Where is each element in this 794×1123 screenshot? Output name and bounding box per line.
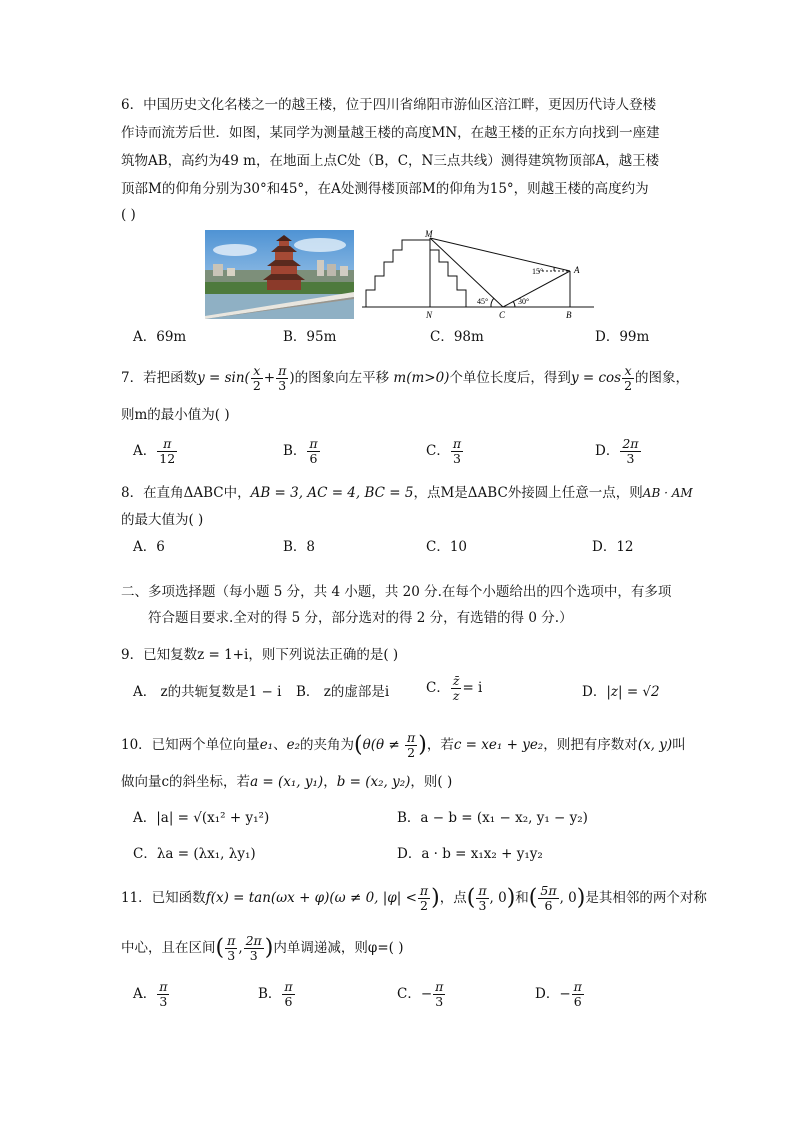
q9-option-d-expr: |z| = √2 (606, 684, 660, 700)
q11-interval-frac2 (244, 934, 264, 963)
q8-option-d: D．12 (592, 539, 634, 555)
q7-func1-num1: x (251, 364, 263, 379)
q10-l2-end: ，则( ) (410, 774, 453, 790)
yuewang-tower-photo (205, 230, 354, 319)
q7-prefix: 7．若把函数 (121, 370, 198, 386)
q11-line2: 中心，且在区间( $\frac{\pi}{3}$ , $\frac{2\pi}{3}$ )内单调递减，则φ=( ) (121, 933, 404, 963)
q9-stem: 9．已知复数z = 1+i，则下列说法正确的是( ) (121, 647, 399, 663)
q7-mid2: 个单位长度后，得到 (449, 370, 571, 386)
q11-cond-close: ) (431, 885, 440, 911)
q7-option-c (426, 437, 464, 466)
q8-option-b: B．8 (283, 539, 316, 555)
q7-func2-num: x (622, 364, 634, 379)
q10-pi: π (407, 730, 416, 745)
section2-line1: 二、多项选择题（每小题 5 分，共 4 小题，共 20 分.在每个小题给出的四个选项中，有多项 (121, 584, 672, 600)
q7-option-c-frac (451, 437, 463, 466)
q10-pi-over-2 (405, 731, 417, 760)
q10-c-vector: c = xe₁ + ye₂ (453, 737, 544, 753)
q9-option-c-den: z (452, 688, 460, 703)
q10-l1-sep: 、 (273, 737, 287, 753)
q11-interval-den1: 3 (227, 948, 236, 963)
q10-two: 2 (407, 745, 416, 760)
q11-interval-frac1 (225, 934, 237, 963)
q11-p2-den: 6 (544, 898, 553, 913)
q6-line5: ( ) (121, 207, 136, 223)
q11-p2-close: ) (576, 885, 586, 911)
q11-p1-den: 3 (478, 898, 487, 913)
q7-option-d-den: 3 (626, 451, 635, 466)
q7-option-a-frac (157, 437, 177, 466)
q10-b-vector: b = (x₂, y₂) (336, 774, 411, 790)
q8-line1 (121, 483, 693, 503)
q11-option-d (535, 980, 585, 1009)
q11-condition: (ω ≠ 0, |φ| < (329, 890, 417, 906)
q11-l1-c: 是其相邻的两个对称 (585, 890, 707, 906)
q7-option-a-label: A． (133, 443, 157, 459)
q9-option-c-frac (451, 674, 462, 703)
q6-line4: 顶部M的仰角分别为30°和45°，在A处测得楼顶部M的仰角为15°，则越王楼的高度约为 (121, 181, 649, 197)
angle-30-label: 30° (518, 297, 530, 306)
q10-theta: θ(θ ≠ (362, 737, 405, 753)
angle-45-label: 45° (477, 297, 489, 306)
q10-l2-sep: ， (323, 774, 337, 790)
q11-p2-num: 5π (540, 883, 557, 898)
q11-interval-den2: 3 (249, 948, 258, 963)
q11-option-c-sign: − (420, 986, 433, 1002)
q6-line1: 6．中国历史文化名楼之一的越王楼，位于四川省绵阳市游仙区涪江畔，更因历代诗人登楼 (121, 97, 657, 113)
q7-func2-lhs: y = cos (570, 370, 622, 386)
q7-func1-den1: 2 (252, 378, 261, 393)
q11-l2-b: 内单调递减，则φ=( ) (273, 940, 404, 956)
q11-p2-tail: , 0 (559, 890, 577, 906)
q8-line1-b: AB = 3, AC = 4, BC = 5 (250, 485, 414, 501)
label-C: C (499, 310, 506, 320)
q7-option-a-den: 12 (159, 451, 176, 466)
q9-option-d (582, 682, 660, 702)
q7-option-b (283, 437, 321, 466)
q8-line2: 的最大值为( ) (121, 512, 204, 528)
q7-option-d-num: 2π (622, 436, 639, 451)
label-N: N (426, 310, 433, 320)
q11-p1-num: π (478, 883, 487, 898)
q9-option-c-rhs: = i (462, 680, 483, 696)
q10-l1-e: 叫 (672, 737, 686, 753)
tower-photo-svg (205, 230, 354, 319)
q10-a-vector: a = (x₁, y₁) (250, 774, 324, 790)
q11-p1-open: ( (466, 885, 476, 911)
angle-15-label: 15° (532, 267, 544, 276)
q7-option-a (133, 437, 178, 466)
q10-e2-vector: e₂ (286, 737, 300, 753)
q10-l1-c: ，若 (426, 737, 454, 753)
q6-line3: 筑物AB，高约为49 m，在地面上点C处（B，C，N三点共线）测得建筑物顶部A，越王楼 (121, 153, 660, 169)
q11-option-a (133, 980, 170, 1009)
q9-option-c (426, 674, 482, 703)
q9-option-a: A． z的共轭复数是1 − i (133, 684, 282, 700)
q6-option-c: C．98m (430, 329, 484, 345)
q7-func2-den: 2 (624, 378, 633, 393)
q9-option-c-num: z̄ (452, 673, 460, 688)
q6-diagram-svg (362, 228, 594, 320)
q11-option-a-den: 3 (159, 994, 168, 1009)
q7-func1-plus: + (263, 370, 276, 386)
q8-option-c: C．10 (426, 539, 468, 555)
q11-p1-close: ) (506, 885, 516, 911)
q11-p2-open: ( (528, 885, 538, 911)
q7-mid: 的图象向左平移 (294, 370, 390, 386)
q10-option-b: B．a − b = (x₁ − x₂, y₁ − y₂) (397, 810, 588, 826)
q6-line2: 作诗而流芳后世．如图，某同学为测量越王楼的高度MN，在越王楼的正东方向找到一座建 (121, 125, 660, 141)
q11-interval-open: ( (215, 935, 225, 961)
q10-xy: (x, y) (637, 737, 673, 753)
q6-option-b: B．95m (283, 329, 337, 345)
q11-two: 2 (420, 898, 428, 913)
q7-option-d (595, 437, 642, 466)
q7-func1-close: ) (289, 370, 295, 386)
q11-option-a-num: π (159, 979, 168, 994)
q11-l1-b: ，点 (439, 890, 467, 906)
q11-pi: π (419, 883, 429, 898)
q11-option-b-num: π (284, 979, 293, 994)
q11-option-c (397, 980, 446, 1009)
q10-l1-d: ，则把有序数对 (543, 737, 638, 753)
q11-option-c-num: π (435, 979, 444, 994)
q11-option-a-frac (157, 980, 169, 1009)
q7-option-c-num: π (452, 436, 462, 451)
q7-option-b-label: B． (283, 443, 307, 459)
q11-p1-frac (476, 884, 488, 913)
q9-option-c-label: C． (426, 680, 450, 696)
q11-l2-a: 中心，且在区间 (121, 940, 216, 956)
q11-option-d-sign: − (559, 986, 571, 1002)
q7-line1 (121, 364, 689, 393)
section2-line2: 符合题目要求.全对的得 5 分，部分选对的得 2 分，有选错的得 0 分.） (148, 610, 573, 626)
q11-option-b-frac (282, 980, 294, 1009)
q11-p1-tail: , 0 (489, 890, 507, 906)
q11-pi-over-2 (418, 884, 430, 913)
q11-and: 和 (515, 890, 529, 906)
q11-p2-frac (538, 884, 558, 913)
q11-option-c-den: 3 (435, 994, 444, 1009)
q7-option-b-frac (307, 437, 319, 466)
q7-func1-num2: π (278, 363, 287, 378)
q11-line1 (121, 884, 707, 913)
q7-option-c-den: 3 (452, 451, 461, 466)
q10-paren-close: ) (418, 732, 427, 758)
q6-geometry-diagram (362, 228, 594, 320)
q7-option-d-label: D． (595, 443, 620, 459)
q10-line2 (121, 772, 452, 792)
q7-func1-frac2 (276, 364, 288, 393)
q11-option-b (258, 980, 296, 1009)
q7-option-b-den: 6 (309, 451, 318, 466)
q7-option-c-label: C． (426, 443, 450, 459)
q7-func1-lhs: y = sin( (197, 370, 250, 386)
q7-func1-den2: 3 (278, 378, 287, 393)
q10-l1-b: 的夹角为 (300, 737, 354, 753)
q11-interval-num2: 2π (245, 933, 262, 948)
q11-option-d-den: 6 (573, 994, 582, 1009)
q10-line1 (121, 731, 686, 760)
q7-m-expr: m(m>0) (393, 370, 450, 386)
q10-option-a: A．|a| = √(x₁² + y₁²) (133, 810, 270, 826)
label-M: M (425, 229, 433, 239)
q11-l1-a: 11．已知函数 (121, 890, 206, 906)
q7-option-b-num: π (309, 436, 318, 451)
q11-function: f(x) = tan(ωx + φ) (205, 890, 330, 906)
q10-option-c: C．λa = (λx₁, λy₁) (133, 846, 256, 862)
q7-option-d-frac (620, 437, 640, 466)
label-B: B (566, 310, 572, 320)
q11-option-b-label: B． (258, 986, 282, 1002)
q11-option-c-label: C． (397, 986, 421, 1002)
label-A: A (574, 265, 580, 275)
q7-line2: 则m的最小值为( ) (121, 407, 230, 423)
q7-func2-frac (622, 364, 634, 393)
q11-option-b-den: 6 (284, 994, 293, 1009)
q11-option-a-label: A． (133, 986, 157, 1002)
q8-line1-c: ，点M是ΔABC外接圆上任意一点，则 (413, 485, 643, 501)
q11-interval-close: ) (264, 935, 274, 961)
q10-l2-a: 做向量c的斜坐标，若 (121, 774, 251, 790)
q11-option-d-num: π (573, 979, 582, 994)
q7-suffix: 的图象， (635, 370, 690, 386)
q11-interval-num1: π (227, 933, 236, 948)
q8-line1-d: AB · AM (642, 486, 693, 500)
q11-option-d-frac (572, 980, 584, 1009)
q11-option-d-label: D． (535, 986, 560, 1002)
q8-option-a: A．6 (133, 539, 165, 555)
q7-option-a-num: π (157, 437, 177, 452)
q10-paren-open: ( (354, 732, 363, 758)
q10-e1-vector: e₁ (259, 737, 274, 753)
q6-option-a: A．69m (133, 329, 187, 345)
q7-func1-frac1 (251, 364, 263, 393)
q9-option-b: B． z的虚部是i (296, 684, 390, 700)
q6-option-d: D．99m (595, 329, 650, 345)
q9-option-d-label: D． (582, 684, 607, 700)
q8-line1-a: 8．在直角ΔABC中， (121, 485, 251, 501)
q11-option-c-frac (433, 980, 445, 1009)
q10-option-d: D．a · b = x₁x₂ + y₁y₂ (397, 846, 543, 862)
q10-l1-a: 10．已知两个单位向量 (121, 737, 260, 753)
